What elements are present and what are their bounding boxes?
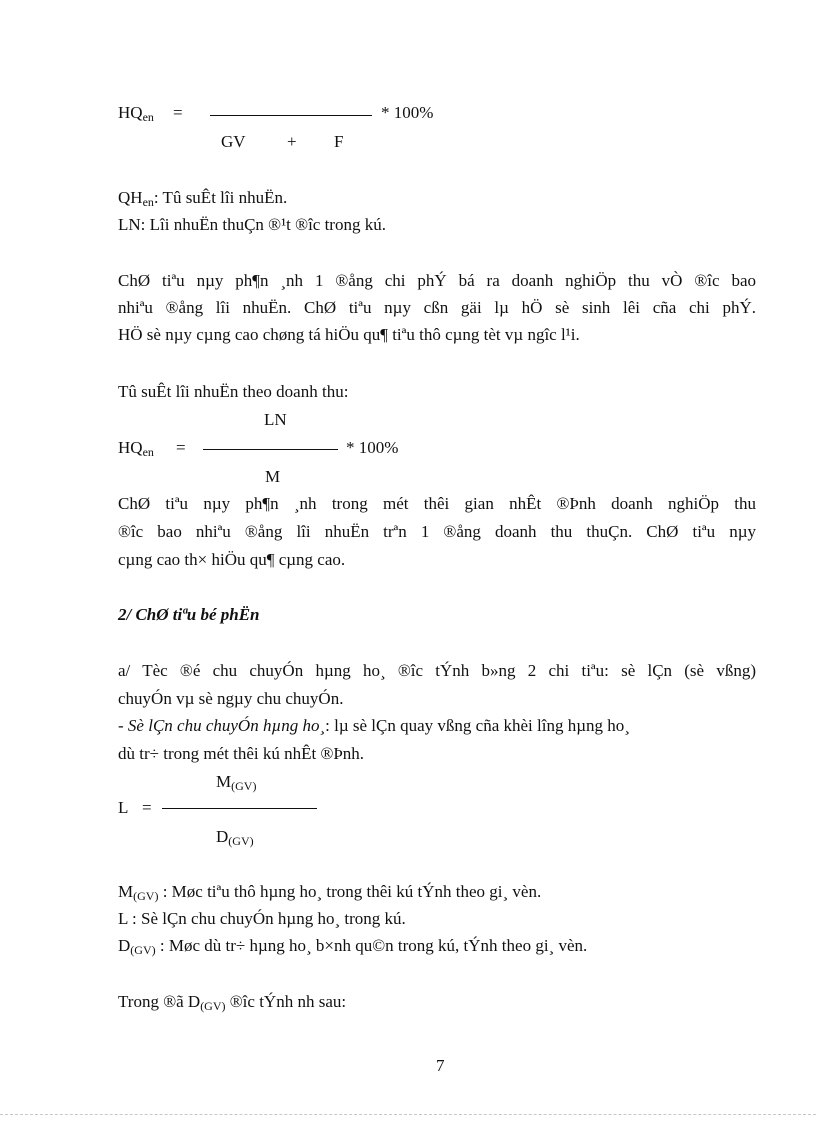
definition-mgv: $M_{(GV)}$ : Møc tiªu thô hµng ho¸ trong thêi kú tÝnh theo gi¸ vèn. <box>118 882 542 903</box>
paragraph2-line3: cµng cao th× hiÖu qu¶ cµng cao. <box>118 550 346 569</box>
paragraph2-line2: ®îc bao nhiªu ®ång lîi nhuËn trªn 1 ®ång doanh thu thuÇn. ChØ tiªu nµy <box>118 522 756 541</box>
formula2-lhs: $HQ_{en}$ <box>118 438 154 459</box>
formula3-denominator: $D_{(GV)}$ <box>216 827 254 848</box>
formula3-fraction-bar <box>162 808 317 809</box>
paragraph3-line2: chuyÓn vµ sè ngµy chu chuyÓn. <box>118 689 344 708</box>
formula1-fraction-bar <box>210 115 372 116</box>
definition-dgv: $D_{(GV)}$ : Møc dù tr÷ hµng ho¸ b×nh qu©n trong kú, tÝnh theo gi¸ vèn. <box>118 936 588 957</box>
formula1-lhs: $HQ_{en}$ <box>118 103 154 124</box>
formula2-numerator: LN <box>264 410 287 429</box>
definition-ln: LN: Lîi nhuËn thuÇn ®¹t ®îc trong kú. <box>118 215 386 234</box>
formula1-multiplier: * 100% <box>381 103 434 122</box>
paragraph3-line1: a/ Tèc ®é chu chuyÓn hµng ho¸ ®îc tÝnh b»ng 2 chi tiªu: sè lÇn (sè vßng) <box>118 661 756 680</box>
formula2-fraction-bar <box>203 449 338 450</box>
formula1-denominator-f: F <box>334 132 344 151</box>
section-heading: Tû suÊt lîi nhuËn theo doanh thu: <box>118 382 349 401</box>
formula2-equals: = <box>176 438 186 457</box>
page-number: 7 <box>436 1056 445 1075</box>
formula3-equals: = <box>142 798 152 817</box>
paragraph1-line1: ChØ tiªu nµy ph¶n ¸nh 1 ®ång chi phÝ bá ra doanh nghiÖp thu vÒ ®îc bao <box>118 271 756 290</box>
formula1-denominator-gv: GV <box>221 132 246 151</box>
page-bottom-border <box>0 1114 816 1115</box>
section2-heading: 2/ ChØ tiªu bé phËn <box>118 605 260 624</box>
paragraph2-line1: ChØ tiªu nµy ph¶n ¸nh trong mét thêi gian nhÊt ®Þnh doanh nghiÖp thu <box>118 494 756 513</box>
formula1-equals: = <box>173 103 183 122</box>
definition-qhen: $QH_{en}$: Tû suÊt lîi nhuËn. <box>118 188 288 209</box>
formula1-denominator-plus: + <box>287 132 297 151</box>
formula2-denominator: M <box>265 467 281 486</box>
bullet-line2: dù tr÷ trong mét thêi kú nhÊt ®Þnh. <box>118 744 365 763</box>
paragraph1-line3: HÖ sè nµy cµng cao chøng tá hiÖu qu¶ tiªu thô cµng tèt vµ ngîc l¹i. <box>118 325 580 344</box>
formula3-numerator: $M_{(GV)}$ <box>216 772 257 793</box>
formula3-lhs: L <box>118 798 129 817</box>
formula2-multiplier: * 100% <box>346 438 399 457</box>
bullet-line1: - Sè lÇn chu chuyÓn hµng ho¸: lµ sè lÇn quay vßng cña khèi lîng hµng ho¸ <box>118 716 630 735</box>
closing-line: Trong ®ã $D_{(GV)}$ ®îc tÝnh nh sau: <box>118 992 347 1013</box>
paragraph1-line2: nhiªu ®ång lîi nhuËn. ChØ tiªu nµy cßn gäi lµ hÖ sè sinh lêi cña chi phÝ. <box>118 298 756 317</box>
definition-l: L : Sè lÇn chu chuyÓn hµng ho¸ trong kú. <box>118 909 406 928</box>
